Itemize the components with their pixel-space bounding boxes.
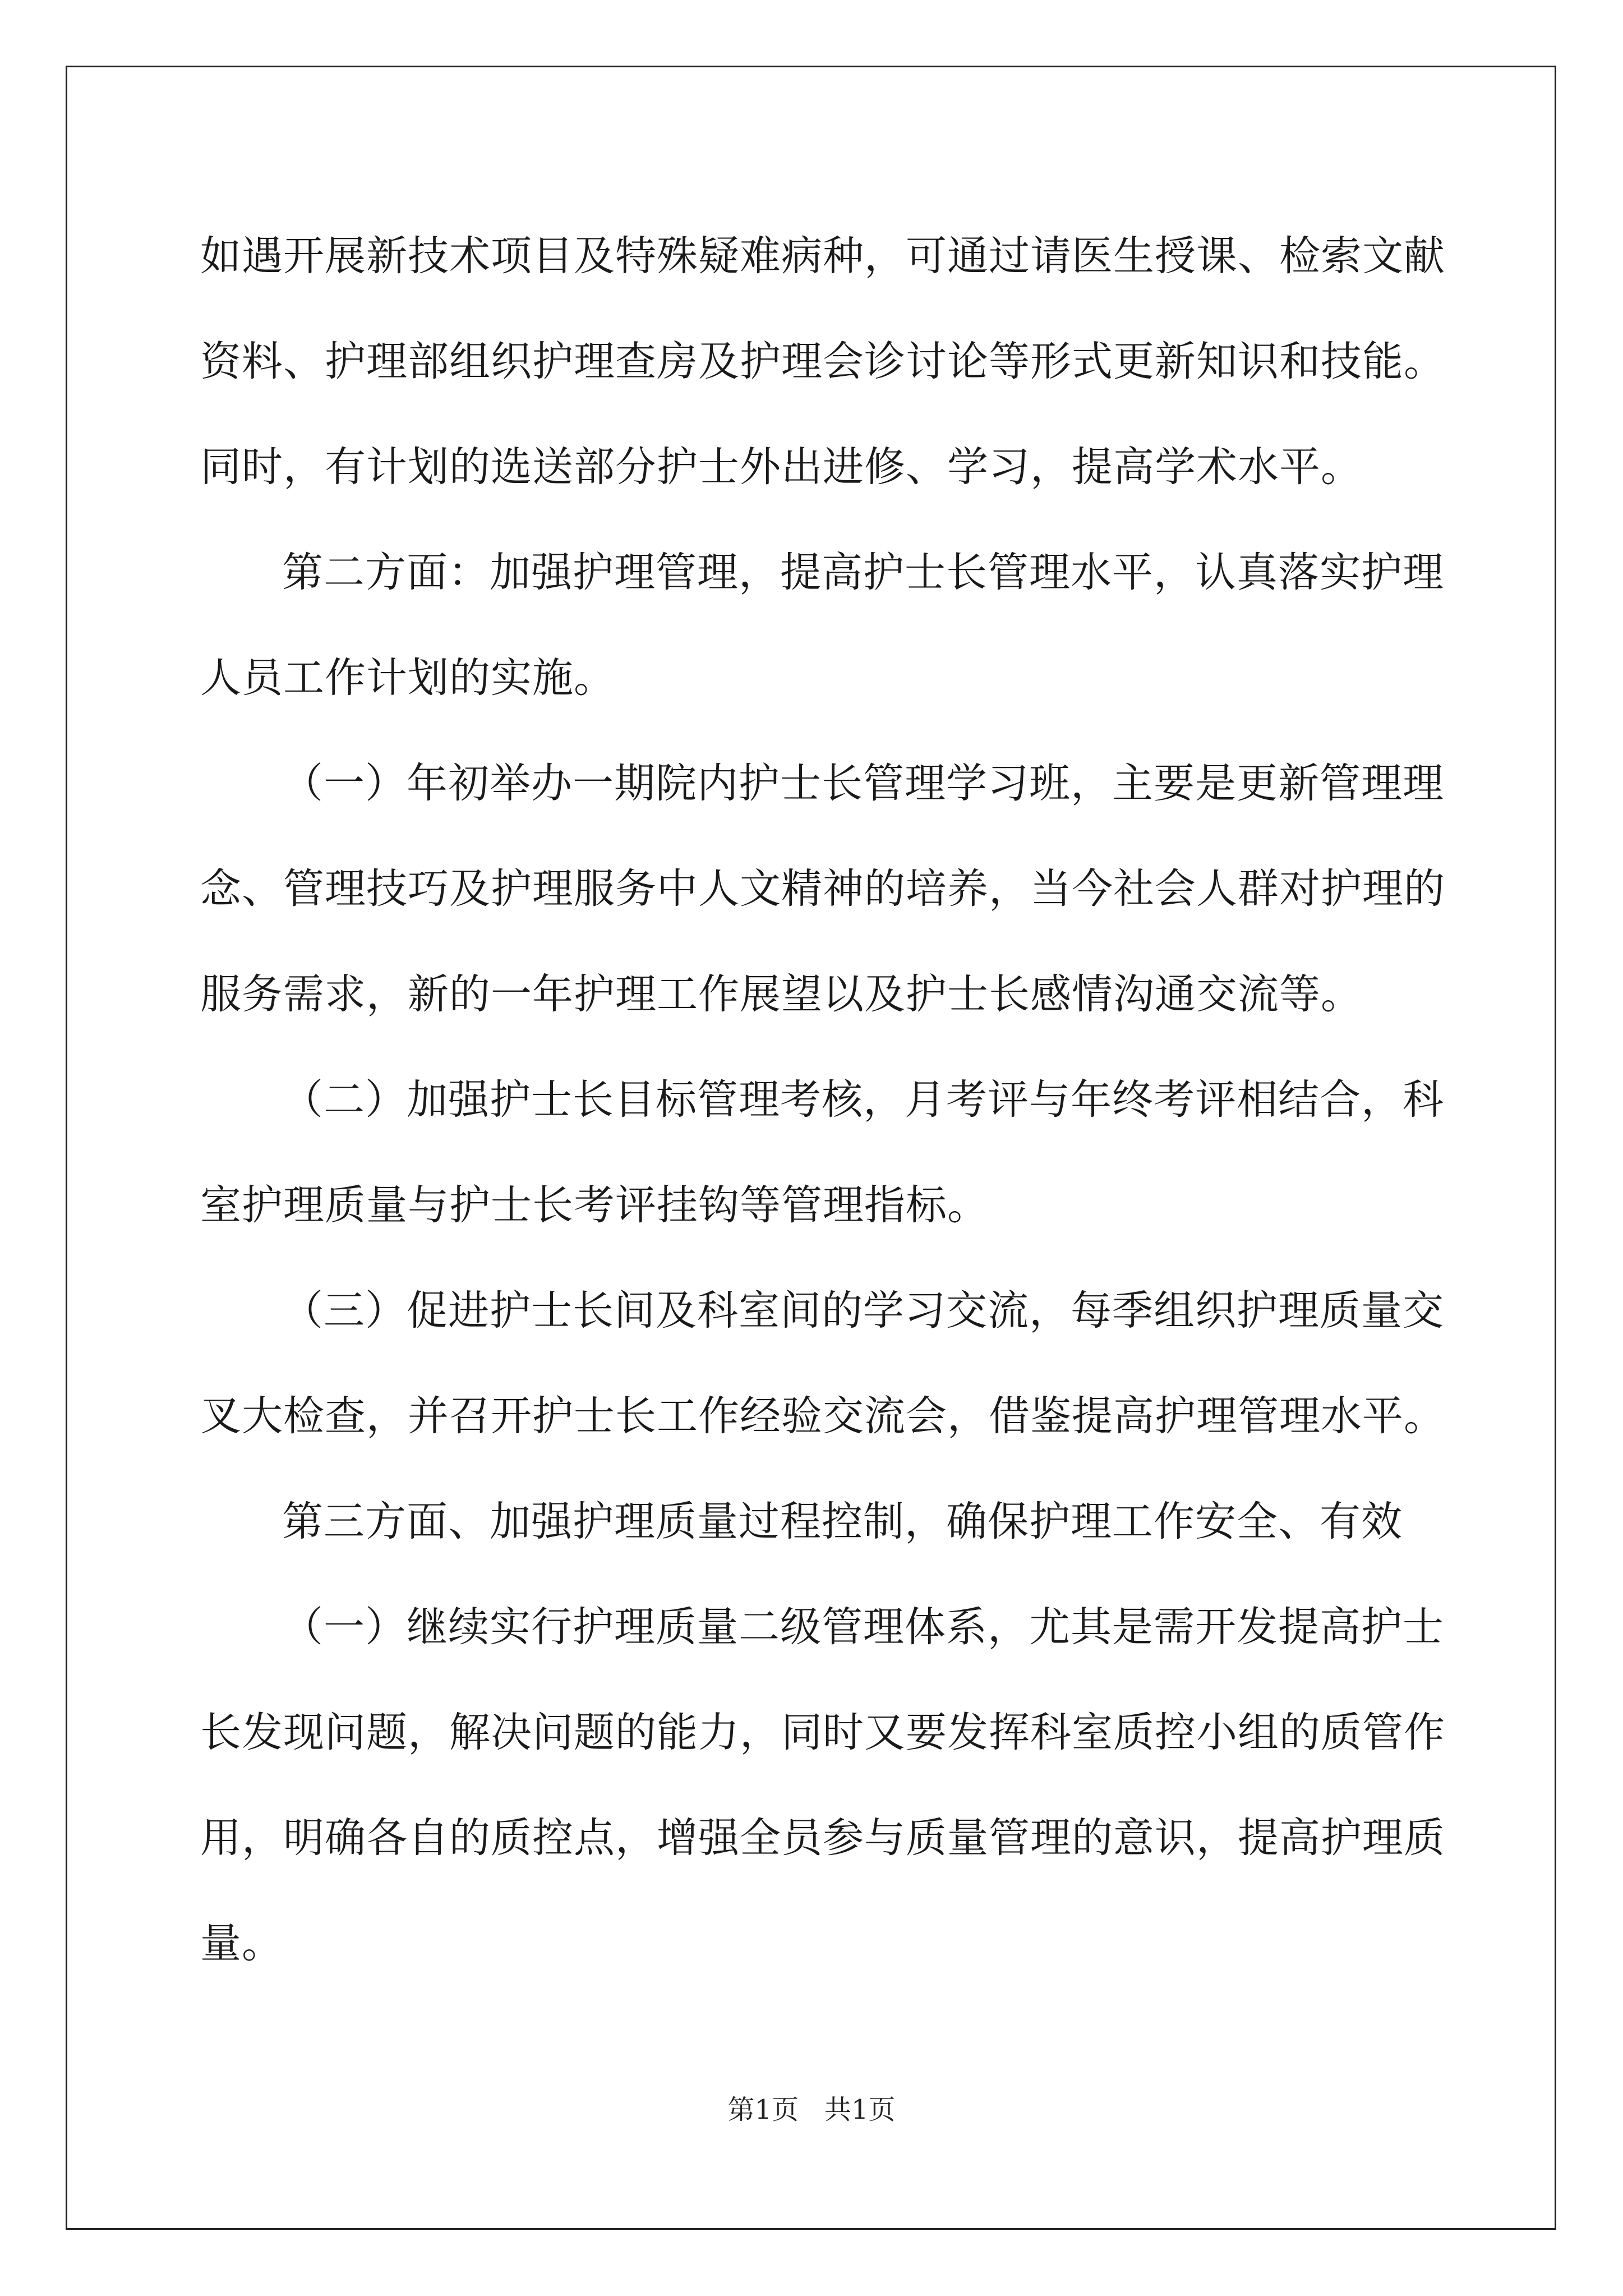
text-line: 长发现问题，解决问题的能力，同时又要发挥科室质控小组的质管作 [200, 1709, 1445, 1756]
paragraph-start: （三）促进护士长间及科室间的学习交流，每季组织护理质量交 [282, 1287, 1444, 1335]
text-line: 同时，有计划的选送部分护士外出进修、学习，提高学术水平。 [200, 443, 1362, 491]
section-heading-2: 第二方面：加强护理管理，提高护士长管理水平，认真落实护理 [282, 549, 1444, 596]
section-heading-3: 第三方面、加强护理质量过程控制，确保护理工作安全、有效 [282, 1498, 1403, 1545]
text-line: 念、管理技巧及护理服务中人文精神的培养，当今社会人群对护理的 [200, 865, 1445, 913]
paragraph-start: （一）年初举办一期院内护士长管理学习班，主要是更新管理理 [282, 760, 1444, 807]
text-line: 用，明确各自的质控点，增强全员参与质量管理的意识，提高护理质 [200, 1814, 1445, 1862]
text-line: 量。 [200, 1920, 283, 1967]
text-line: 如遇开展新技术项目及特殊疑难病种，可通过请医生授课、检索文献 [200, 232, 1445, 280]
text-line: 叉大检查，并召开护士长工作经验交流会，借鉴提高护理管理水平。 [200, 1392, 1445, 1440]
page-footer [0, 2088, 1623, 2127]
text-line: 服务需求，新的一年护理工作展望以及护士长感情沟通交流等。 [200, 970, 1362, 1018]
text-line: 资料、护理部组织护理查房及护理会诊讨论等形式更新知识和技能。 [200, 338, 1445, 385]
page-number: 第1页 共1页 [727, 2094, 896, 2125]
text-line: 人员工作计划的实施。 [200, 654, 615, 702]
text-line: 室护理质量与护士长考评挂钩等管理指标。 [200, 1181, 989, 1229]
paragraph-start: （二）加强护士长目标管理考核，月考评与年终考评相结合，科 [282, 1076, 1444, 1124]
paragraph-start: （一）继续实行护理质量二级管理体系，尤其是需开发提高护士 [282, 1603, 1444, 1651]
document-body [200, 204, 1445, 1996]
